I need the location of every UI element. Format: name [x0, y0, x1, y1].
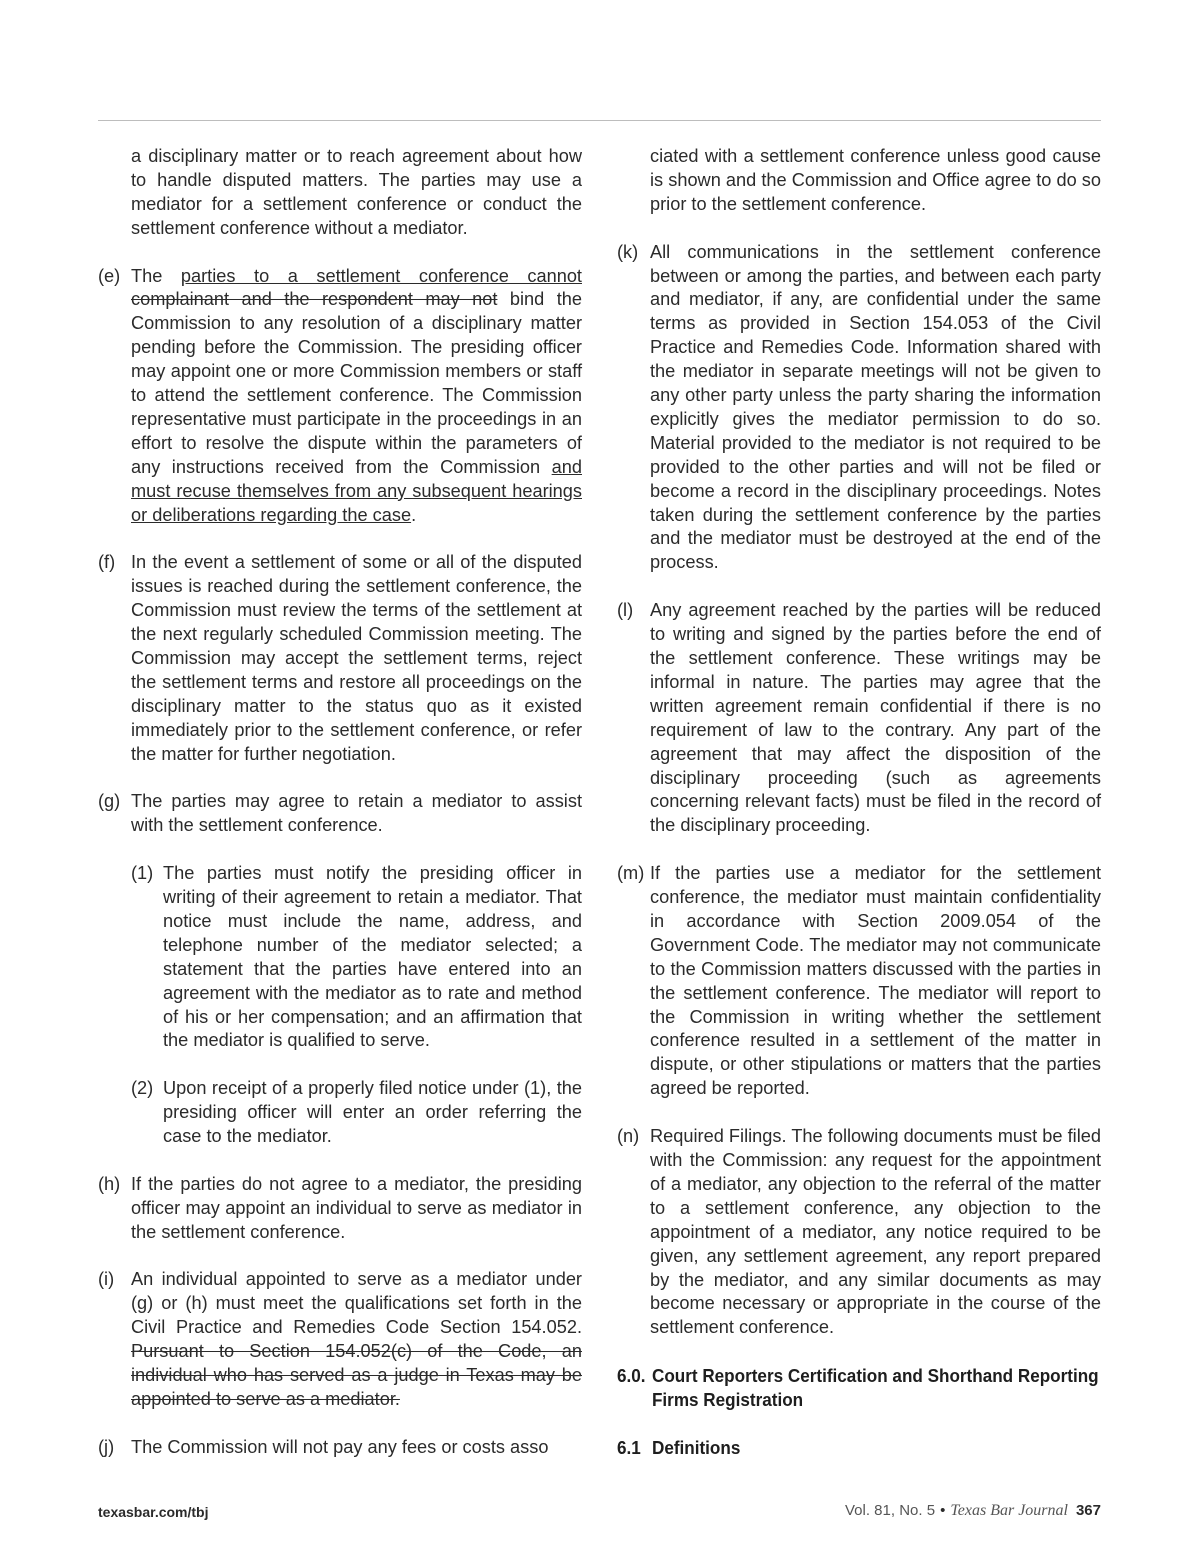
item-j-continuation: ciated with a settlement conference unless good cause is shown and the Commission and Office agree to do so prior to the settlement conference.: [650, 146, 1101, 214]
subitem-1: [98, 862, 582, 1053]
item-label: (h): [98, 1173, 121, 1194]
item-text: .: [411, 504, 417, 525]
top-rule: [98, 120, 1101, 121]
item-h: [98, 1173, 582, 1245]
item-text: The Commission will not pay any fees or costs asso: [131, 1436, 549, 1457]
item-text: In the event a settlement of some or all of the disputed issues is reached during the settlement conference, the Commission must review the terms of the settlement at the next regularly scheduled Commission meeting. The Commission may accept the settlement terms, reject the settlement terms and restore all proceedings on the disciplinary matter to the status quo as it existed immediately prior to the settlement conference, or refer the matter for further negotiation.: [131, 552, 582, 764]
item-text: The parties may agree to retain a mediator to assist with the settlement conference.: [131, 791, 582, 836]
item-g: [98, 790, 582, 838]
item-j: [98, 1436, 582, 1460]
item-text: If the parties do not agree to a mediator, the presiding officer may appoint an individual to serve as mediator in the settlement conference.: [131, 1173, 582, 1242]
item-text: bind the Commission to any resolution of a disciplinary matter pending before the Commission. The presiding officer may appoint one or more Commission members or staff to attend the settlement conference. The Commission representative must participate in the proceedings in an effort to resolve the dispute within the parameters of any instructions received from the Commission: [131, 289, 582, 477]
section-number: 6.1: [617, 1436, 641, 1458]
subitem-2: [98, 1077, 582, 1149]
item-m: [617, 862, 1101, 1101]
section-title: Definitions: [651, 1436, 741, 1458]
footer-site-link[interactable]: texasbar.com/tbj: [98, 1504, 209, 1520]
section-title: Court Reporters Certification and Shorthand Reporting Firms Registration: [651, 1365, 1099, 1411]
section-heading-6-1: [617, 1436, 1135, 1460]
item-e: [98, 265, 582, 528]
item-text: Required Filings. The following documents must be filed with the Commission: any request for the appointment of a mediator, any objection to the referral of the matter to a settlement conference, any objection to the appointment of a mediator, any notice required to be given, any settlement agreement, any report prepared by the mediator, and any similar documents as may become necessary or appropriate in the course of the settlement conference.: [650, 1126, 1101, 1338]
subitem-label: (1): [131, 863, 154, 884]
item-label: (j): [98, 1436, 115, 1457]
footer-volume: Vol. 81, No. 5: [845, 1502, 936, 1519]
item-label: (g): [98, 791, 121, 812]
footer-folio: [845, 1502, 1101, 1520]
section-number: 6.0.: [617, 1365, 646, 1387]
item-label: (i): [98, 1269, 115, 1290]
item-label: (m): [617, 863, 645, 884]
item-text: Any agreement reached by the parties will be reduced to writing and signed by the parties before the end of the settlement conference. These writings may be informal in nature. The parties may agree that the written agreement remain confidential if there is no requirement of law to the contrary. Any part of the agreement that may affect the disposition of the disciplinary proceeding (such as agreements concerning relevant facts) must be filed in the record of the disciplinary proceeding.: [650, 600, 1101, 836]
section-heading-6-0: [617, 1364, 1135, 1412]
footer-bullet: •: [940, 1502, 946, 1519]
item-f: [98, 551, 582, 766]
page-number: 367: [1075, 1502, 1101, 1519]
inserted-text: and must recuse themselves from any subsequent hearings or deliberations regarding the case: [131, 456, 582, 525]
item-label: (k): [617, 241, 639, 262]
item-l: [617, 599, 1101, 838]
paragraph-d-continuation: a disciplinary matter or to reach agreement about how to handle disputed matters. The parties may use a mediator for a settlement conference or conduct the settlement conference without a mediator.: [131, 146, 582, 238]
item-text: An individual appointed to serve as a mediator under (g) or (h) must meet the qualifications set forth in the Civil Practice and Remedies Code Section 154.052.: [131, 1269, 582, 1338]
subitem-text: Upon receipt of a properly filed notice under (1), the presiding officer will enter an order referring the case to the mediator.: [163, 1078, 582, 1147]
subitem-label: (2): [131, 1078, 154, 1099]
item-text: If the parties use a mediator for the settlement conference, the mediator must maintain confidentiality in accordance with Section 2009.054 of the Government Code. The mediator may not communicate to the Commission matters discussed with the parties in the settlement conference. The mediator will report to the Commission in writing whether the settlement conference resulted in a settlement of the matter in dispute, or other stipulations or matters that the parties agreed be reported.: [650, 863, 1101, 1099]
item-label: (f): [98, 552, 116, 573]
footer-journal-name: Texas Bar Journal: [950, 1502, 1068, 1519]
left-column: [98, 145, 582, 1484]
item-label: (e): [98, 265, 121, 286]
item-n: [617, 1125, 1101, 1340]
inserted-text: parties to a settlement conference cannot: [180, 265, 582, 286]
item-k: [617, 241, 1101, 576]
deleted-text: Pursuant to Section 154.052(c) of the Code, an individual who has served as a judge in Texas may be appointed to serve as a mediator.: [131, 1341, 582, 1410]
item-label: (n): [617, 1126, 640, 1147]
item-text: The: [131, 265, 181, 286]
right-column: [617, 145, 1101, 1484]
deleted-text: complainant and the respondent may not: [131, 289, 498, 310]
item-text: All communications in the settlement conference between or among the parties, and between each party and mediator, if any, are confidential under the same terms as provided in Section 154.053 of the Civil Practice and Remedies Code. Information shared with the mediator in separate meetings will not be given to any other party unless the party sharing the information explicitly gives the mediator permission to do so. Material provided to the mediator is not required to be provided to the other parties and will not be filed or become a record in the disciplinary proceedings. Notes taken during the settlement conference by the parties and the mediator must be destroyed at the end of the process.: [650, 241, 1101, 573]
item-label: (l): [617, 600, 634, 621]
subitem-text: The parties must notify the presiding officer in writing of their agreement to retain a mediator. That notice must include the name, address, and telephone number of the mediator selected; a statement that the parties have entered into an agreement with the mediator as to rate and method of his or her compensation; and an affirmation that the mediator is qualified to serve.: [163, 863, 582, 1051]
item-i: [98, 1268, 582, 1411]
